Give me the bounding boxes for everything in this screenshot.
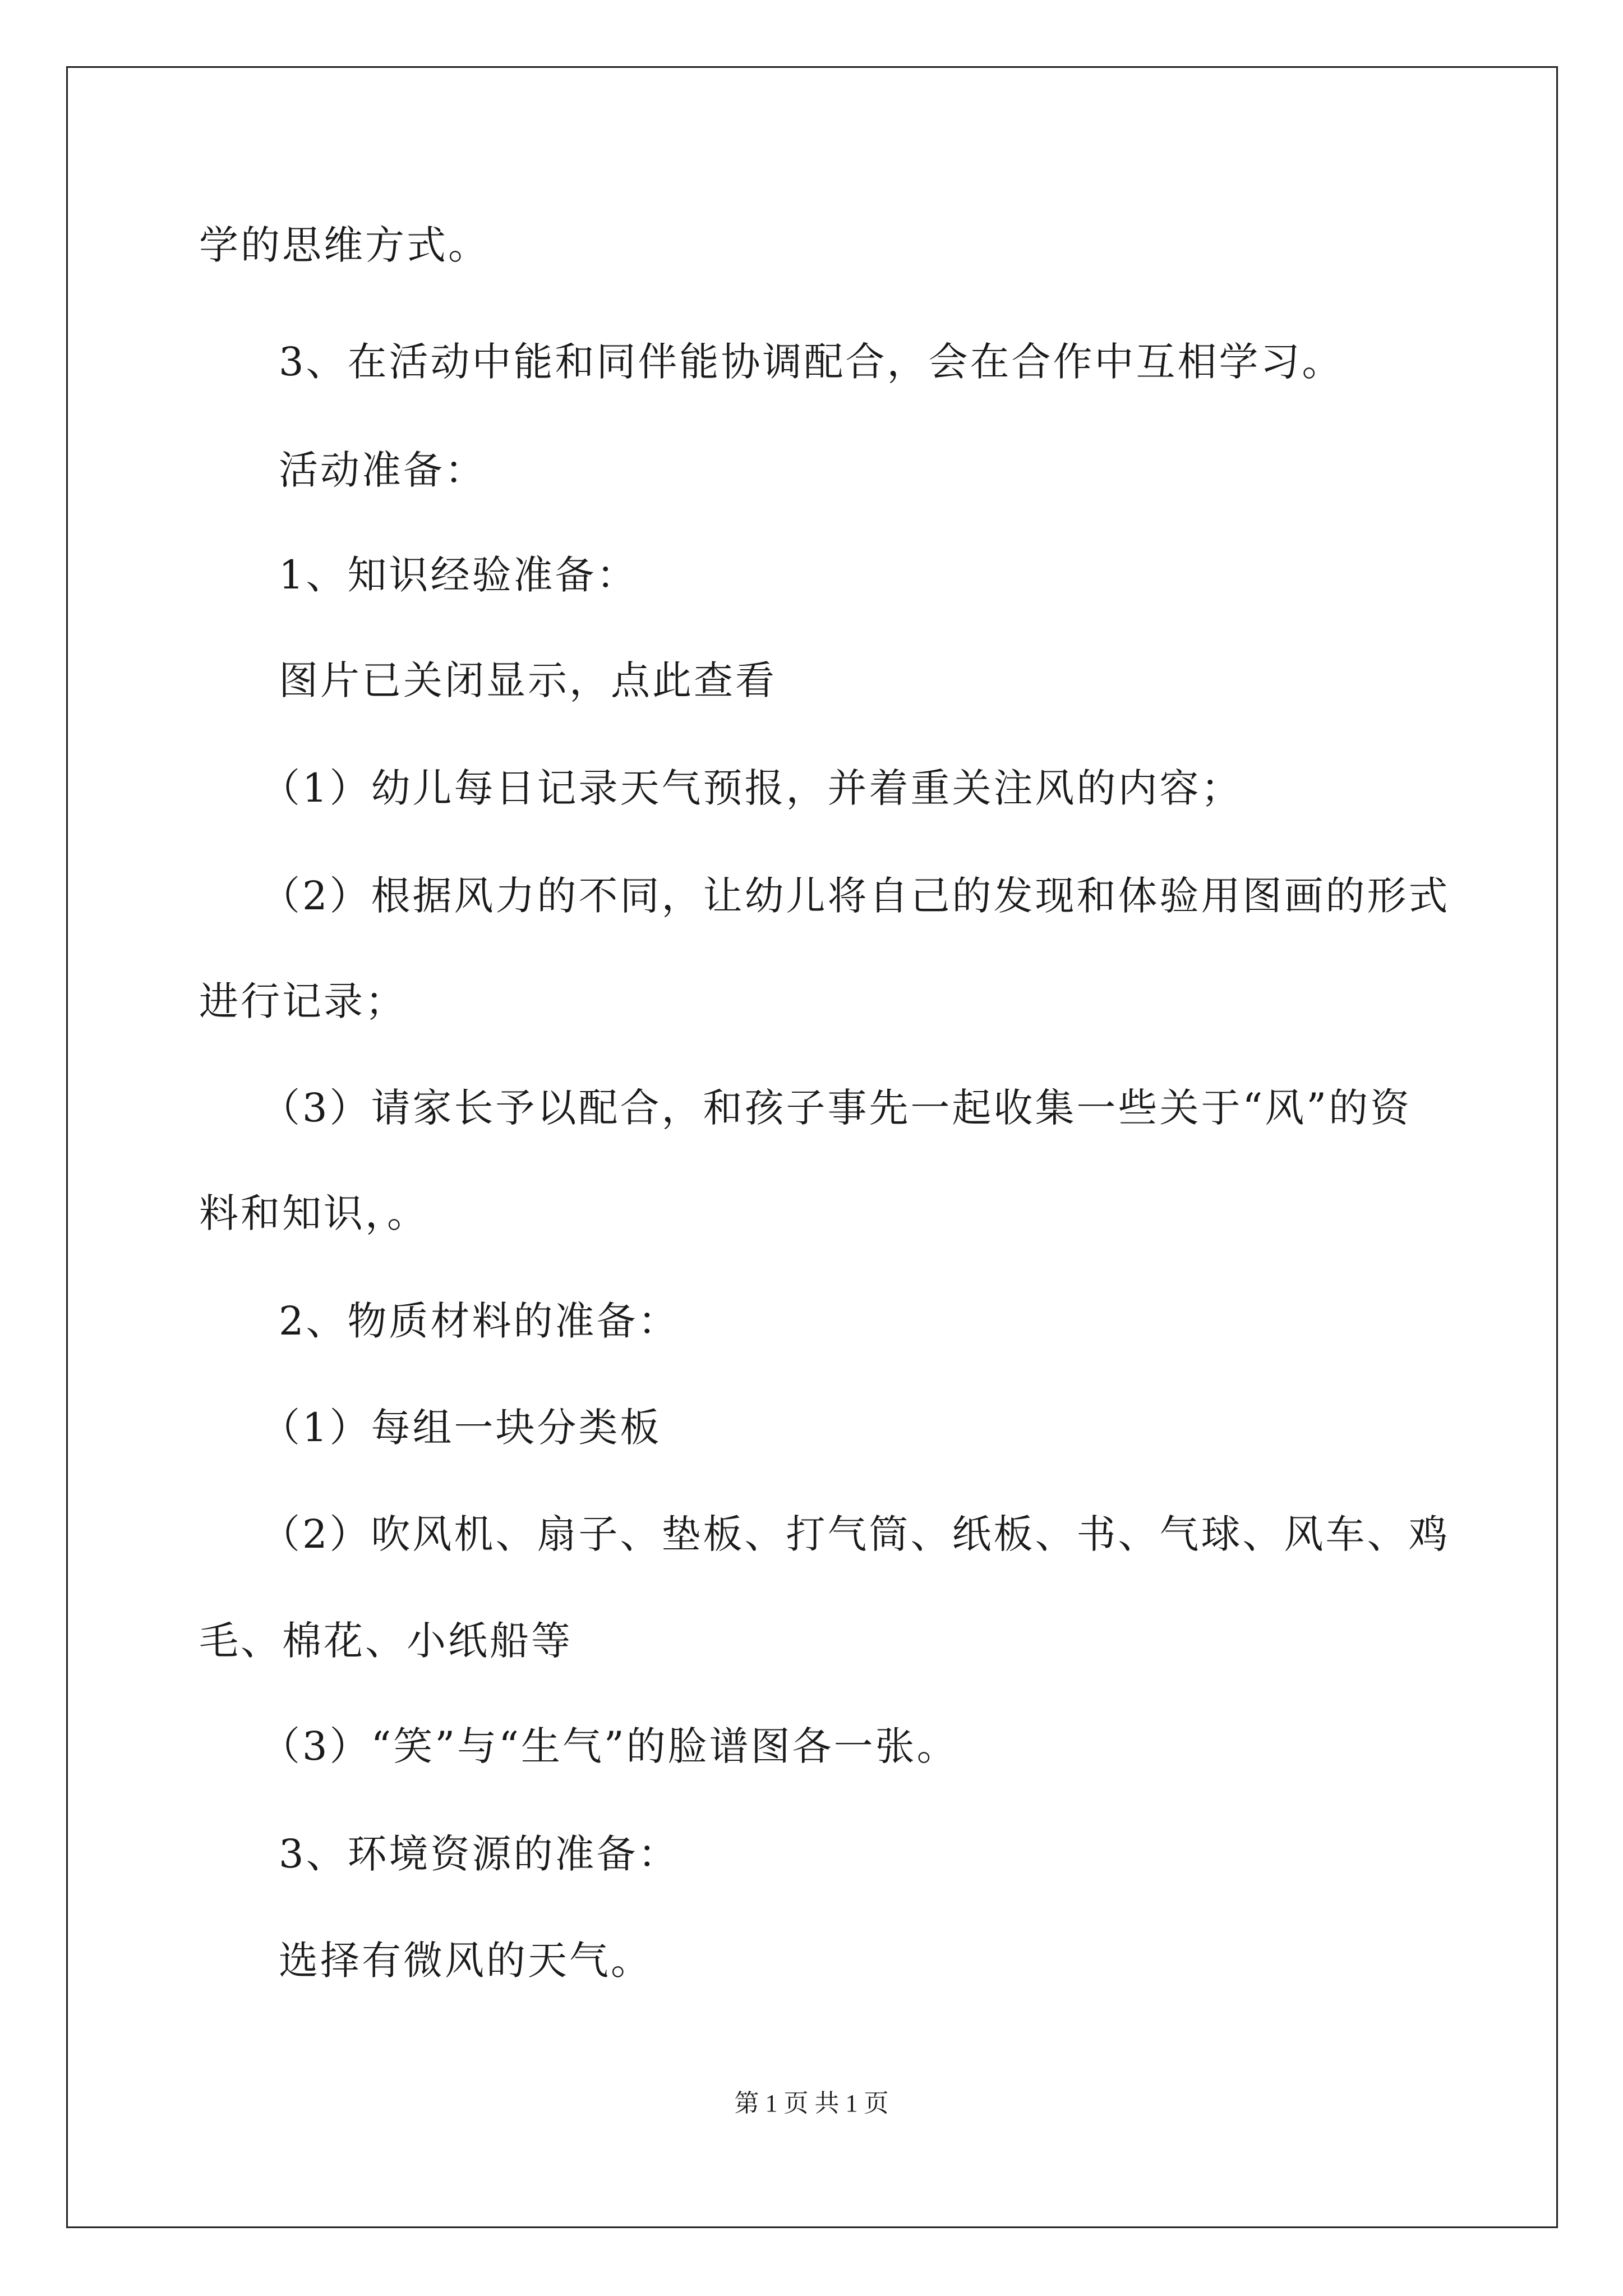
subsection-heading-environment: 3、环境资源的准备： [279, 1831, 680, 1877]
paragraph-line-1: 学的思维方式。 [199, 222, 490, 268]
knowledge-item-3: （3）请家长予以配合，和孩子事先一起收集一些关于“风”的资 [261, 1085, 1412, 1131]
page-footer: 第 1 页 共 1 页 [734, 2090, 889, 2117]
image-placeholder-link[interactable]: 图片已关闭显示，点此查看 [279, 657, 777, 703]
materials-item-3: （3）“笑”与“生气”的脸谱图各一张。 [261, 1723, 958, 1769]
materials-item-2-continued: 毛、棉花、小纸船等 [199, 1618, 573, 1664]
materials-item-1: （1）每组一块分类板 [261, 1405, 662, 1451]
goal-item-3: 3、在活动中能和同伴能协调配合，会在合作中互相学习。 [279, 339, 1344, 385]
knowledge-item-3-continued: 料和知识，。 [199, 1190, 428, 1236]
environment-item: 选择有微风的天气。 [279, 1938, 652, 1984]
section-heading-activity-preparation: 活动准备： [279, 447, 486, 493]
knowledge-item-1: （1）幼儿每日记录天气预报，并着重关注风的内容； [261, 765, 1243, 811]
subsection-heading-knowledge: 1、知识经验准备： [279, 552, 638, 598]
knowledge-item-2: （2）根据风力的不同，让幼儿将自己的发现和体验用图画的形式 [261, 873, 1450, 919]
knowledge-item-2-continued: 进行记录； [199, 978, 407, 1024]
subsection-heading-materials: 2、物质材料的准备： [279, 1298, 680, 1344]
materials-item-2: （2）吹风机、扇子、垫板、打气筒、纸板、书、气球、风车、鸡 [261, 1511, 1450, 1557]
page-border [66, 66, 1558, 2228]
